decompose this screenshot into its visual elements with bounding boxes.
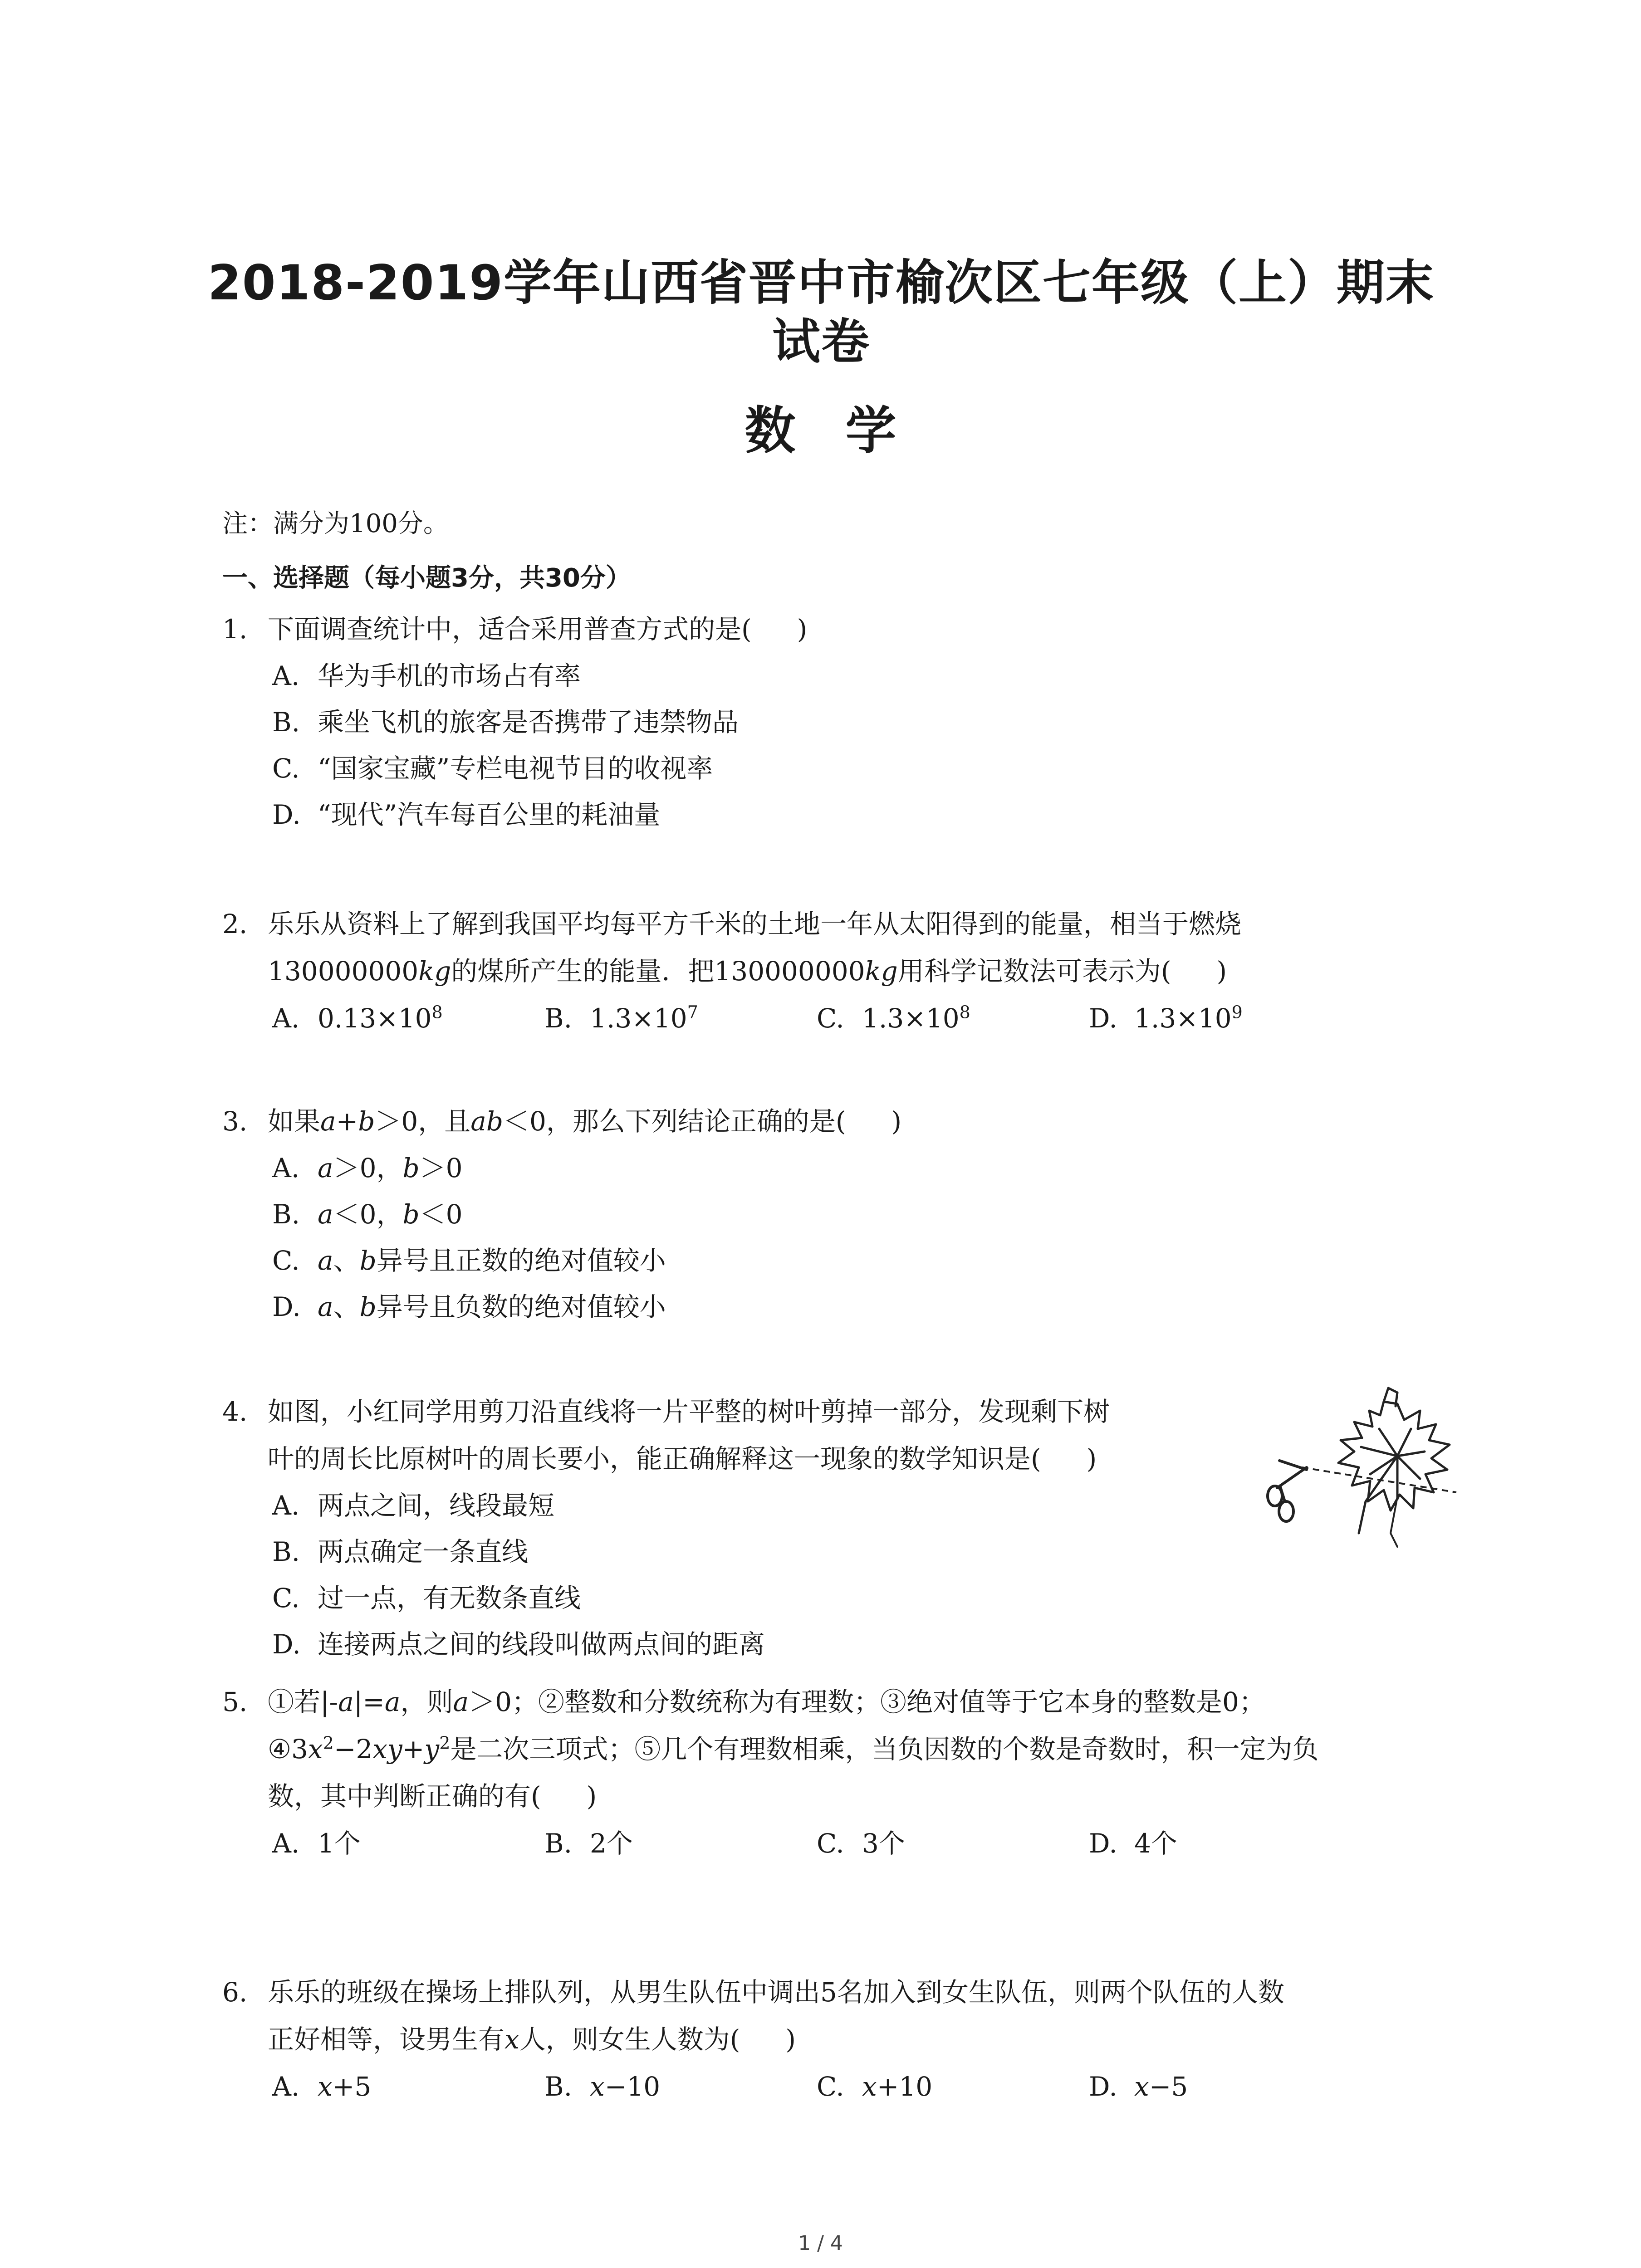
close-paren: ): [797, 614, 808, 645]
exam-title-line-1: 2018-2019学年山西省晋中市榆次区七年级（上）期末: [207, 255, 1435, 311]
option-a: A. 两点之间，线段最短: [272, 1490, 555, 1521]
option-a: A. 1个: [272, 1828, 361, 1859]
option-d: D. 4个: [1089, 1828, 1177, 1859]
question-5-stem-line-2: $④3x^2-2xy+y^2$是二次三项式；⑤几个有理数相乘，当负因数的个数是奇数时，积一定为负: [268, 1733, 1319, 1765]
option-a: A. a＞0，b＞0: [272, 1153, 463, 1183]
question-5: [222, 1678, 1447, 1867]
option-a: A. 华为手机的市场占有率: [272, 660, 581, 691]
leaf-scissors-illustration: [1261, 1383, 1461, 1574]
option-b: B. $1.3\times 10^7$: [544, 1002, 698, 1034]
option-c: C. x+10: [817, 2071, 933, 2102]
question-3: [222, 1098, 1447, 1330]
option-a: A. $0.13\times 10^8$: [272, 1002, 443, 1034]
option-c: C. “国家宝藏”专栏电视节目的收视率: [272, 753, 713, 784]
option-b: B. x−10: [544, 2071, 661, 2102]
question-2-stem-line-1: 2. 乐乐从资料上了解到我国平均每平方千米的土地一年从太阳得到的能量，相当于燃烧: [222, 909, 1242, 939]
question-6-options: [222, 2063, 1447, 2110]
question-6: [222, 1969, 1447, 2110]
option-d: D. x−5: [1089, 2071, 1188, 2102]
option-d: D. $1.3\times 10^9$: [1089, 1002, 1243, 1034]
question-5-options: [222, 1820, 1447, 1867]
question-1-stem: [222, 606, 1447, 653]
stem-text: 下面调查统计中，适合采用普查方式的是(: [268, 614, 752, 645]
option-d: D. “现代”汽车每百公里的耗油量: [272, 799, 661, 830]
exam-title-line-2: 试卷: [772, 314, 870, 370]
question-number: 1.: [222, 614, 248, 645]
option-c: C. 过一点，有无数条直线: [272, 1583, 581, 1613]
question-6-stem-line-2: 正好相等，设男生有x人，则女生人数为( ): [268, 2024, 796, 2055]
option-b: B. 2个: [544, 1828, 633, 1859]
question-5-stem-line-1: 5. ①若|-a|=a，则a＞0；②整数和分数统称为有理数；③绝对值等于它本身的整数是0；: [222, 1686, 1265, 1717]
option-c: C. a、b异号且正数的绝对值较小: [272, 1245, 666, 1276]
question-3-stem: 3. 如果a+b＞0，且ab＜0，那么下列结论正确的是( ): [222, 1106, 902, 1137]
section-heading-choice: 一、选择题（每小题3分，共30分）: [222, 563, 631, 593]
option-d: D. a、b异号且负数的绝对值较小: [272, 1291, 666, 1322]
question-4-stem-line-2: 叶的周长比原树叶的周长要小，能正确解释这一现象的数学知识是( ): [268, 1443, 1097, 1474]
option-b: B. a＜0，b＜0: [272, 1199, 463, 1230]
question-2-options: [222, 995, 1447, 1042]
question-6-stem-line-1: 6. 乐乐的班级在操场上排队列，从男生队伍中调出5名加入到女生队伍，则两个队伍的人数: [222, 1977, 1284, 2008]
option-b: B. 两点确定一条直线: [272, 1536, 529, 1567]
option-c: C. 3个: [817, 1828, 905, 1859]
subject-heading: 数学: [745, 401, 946, 460]
question-4-stem-line-1: 4. 如图，小红同学用剪刀沿直线将一片平整的树叶剪掉一部分，发现剩下树: [222, 1396, 1110, 1427]
option-d: D. 连接两点之间的线段叫做两点间的距离: [272, 1629, 765, 1660]
question-1: [222, 606, 1447, 838]
question-5-stem-line-3: 数，其中判断正确的有( ): [268, 1781, 597, 1812]
score-note: 注：满分为100分。: [222, 509, 449, 538]
option-c: C. $1.3\times 10^8$: [817, 1002, 970, 1034]
question-2: [222, 900, 1447, 1042]
option-a: A. x+5: [272, 2071, 372, 2102]
page-number: 1 / 4: [798, 2232, 843, 2255]
question-2-stem-line-2: 130000000kg的煤所产生的能量．把130000000kg用科学记数法可表示为( ): [268, 956, 1227, 987]
option-b: B. 乘坐飞机的旅客是否携带了违禁物品: [272, 707, 739, 738]
